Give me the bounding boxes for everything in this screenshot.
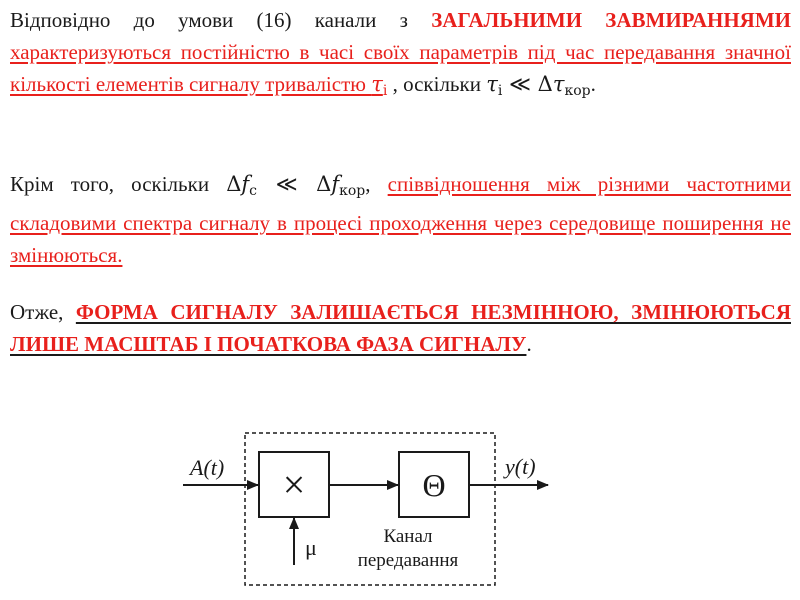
p1-tau2-symbol: $\tau_i$ [486,72,503,99]
paragraph-general-fading: Відповідно до умови (16) канали з ЗАГАЛЬНИМИ ЗАВМИРАННЯМИ характеризуються постійністю в часі своїх параметрів під час передавання значної кількості елементів сигналу тривалістю $\tau_i$ , оскільки $\tau_i$ ≪ $\Delta\tau_{кор}$. [10,8,791,99]
p3-emphasis-conclusion: ФОРМА СИГНАЛУ ЗАЛИШАЄТЬСЯ НЕЗМІННОЮ, ЗМІНЮЮТЬСЯ ЛИШЕ МАСШТАБ І ПОЧАТКОВА ФАЗА СИГНАЛУ [10,300,791,356]
p2-f-c-symbol: $f_с$ [241,172,258,199]
p1-much-less-delta: ≪ Δ [502,72,553,96]
p1-tau-cor-symbol: $\tau_{кор}$ [552,72,591,99]
paragraph-conclusion: Отже, ФОРМА СИГНАЛУ ЗАЛИШАЄТЬСЯ НЕЗМІННОЮ, ЗМІНЮЮТЬСЯ ЛИШЕ МАСШТАБ І ПОЧАТКОВА ФАЗА СИГНАЛУ. [10,300,791,356]
mu-label: μ [305,535,317,560]
input-label: A(t) [190,455,225,480]
p2-much-less-delta: ≪ Δ [257,172,332,196]
multiplier-symbol: × [282,462,306,507]
p1-emphasis-general-fading: ЗАГАЛЬНИМИ ЗАВМИРАННЯМИ [431,8,791,32]
paragraph-frequency-relation: Крім того, оскільки $\Delta f_с$ ≪ $\Delta f_{кор}$, співвідношення між різними частотними складовими спектра сигналу в процесі проходження через середовище поширення не змінюються. [10,172,791,267]
p1-since: , оскільки [387,72,487,96]
p3-lead: Отже, [10,300,76,324]
p2-f-cor-symbol: $f_{кор}$ [331,172,366,199]
p2-lead: Крім того, оскільки [10,172,227,196]
output-label: y(t) [505,454,536,479]
p2-underlined-text: співвідношення між різними частотними складовими спектра сигналу в процесі проходження через середовище поширення не змінюються. [10,172,791,267]
phase-symbol: Θ [422,467,446,503]
channel-label-line2: передавання [357,550,459,571]
p1-lead: Відповідно до умови (16) канали з [10,8,432,32]
channel-label-line1: Канал [383,526,433,547]
p1-underlined-text: характеризуються постійністю в часі своїх параметрів під час передавання значної кількості елементів сигналу тривалістю [10,40,791,96]
p1-tau-symbol: $\tau_i$ [371,72,388,99]
